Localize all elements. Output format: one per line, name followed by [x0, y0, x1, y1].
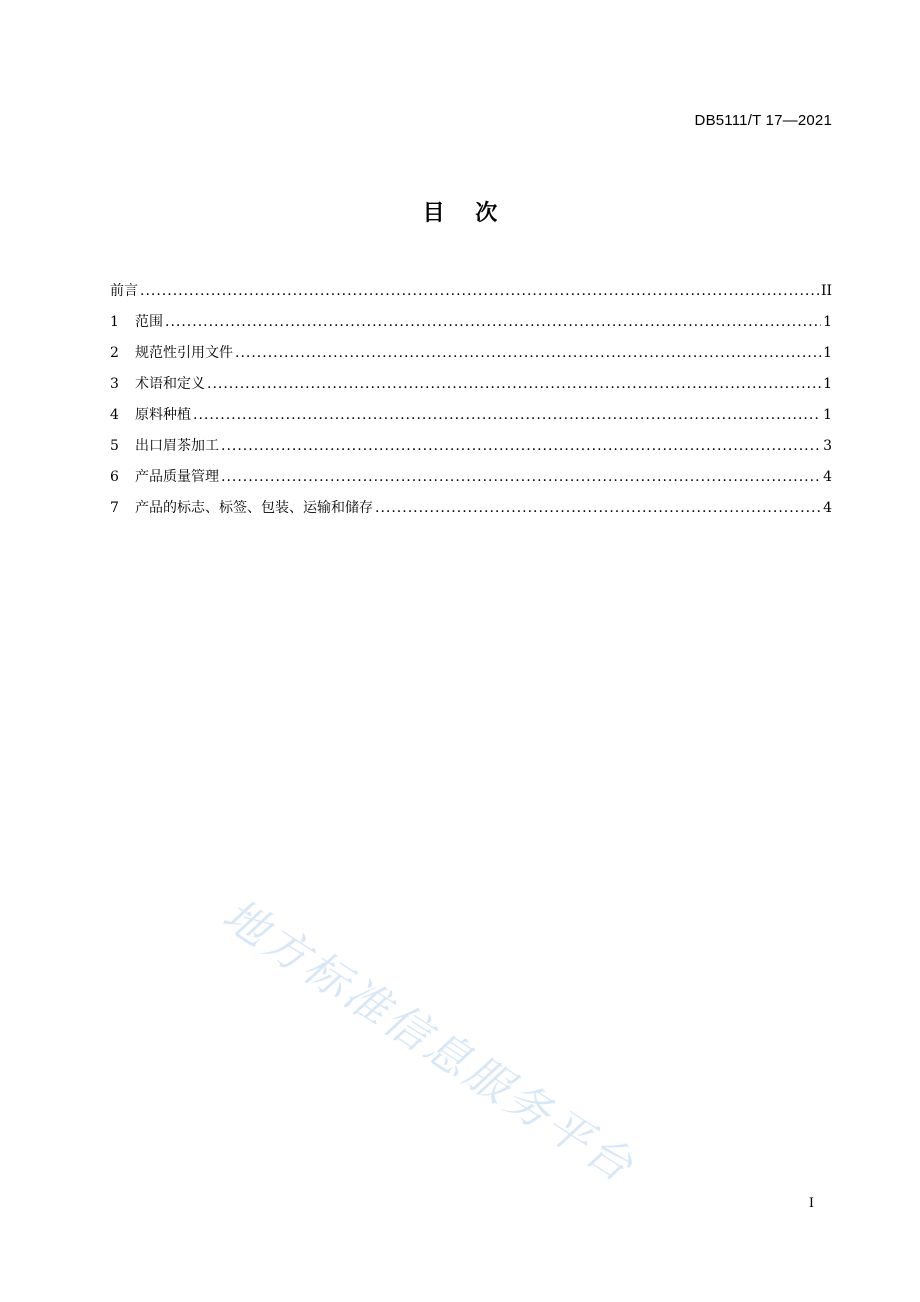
table-of-contents: [110, 281, 832, 529]
page-number: I: [808, 1196, 814, 1211]
document-code: DB5111/T 17—2021: [694, 112, 832, 129]
toc-dot-leader: [165, 312, 821, 332]
toc-entry-number: 1: [110, 314, 119, 330]
toc-entry-page: 1: [823, 314, 832, 330]
toc-entry-number: 2: [110, 345, 119, 361]
toc-entry-scope[interactable]: [110, 312, 832, 343]
toc-entry-raw-material-planting[interactable]: [110, 405, 832, 436]
toc-entry-processing[interactable]: [110, 436, 832, 467]
toc-entry-page: 4: [823, 500, 832, 516]
toc-entry-number: 5: [110, 438, 119, 454]
toc-entry-label: 产品质量管理: [135, 469, 219, 485]
toc-dot-leader: [193, 405, 821, 425]
toc-entry-page: 1: [823, 376, 832, 392]
toc-dot-leader: [235, 343, 821, 363]
toc-entry-label: 规范性引用文件: [135, 345, 233, 361]
toc-entry-number: 4: [110, 407, 119, 423]
toc-dot-leader: [140, 281, 819, 301]
toc-entry-label: 术语和定义: [135, 376, 205, 392]
watermark: 地方标准信息服务平台: [213, 889, 644, 1194]
toc-dot-leader: [375, 498, 821, 518]
toc-entry-page: 4: [823, 469, 832, 485]
toc-entry-foreword[interactable]: [110, 281, 832, 312]
toc-entry-label: 范围: [135, 314, 163, 330]
toc-entry-label: 前言: [110, 283, 138, 299]
toc-entry-normative-references[interactable]: [110, 343, 832, 374]
toc-entry-number: 3: [110, 376, 119, 392]
toc-dot-leader: [207, 374, 821, 394]
toc-entry-label: 出口眉茶加工: [135, 438, 219, 454]
toc-dot-leader: [221, 467, 821, 487]
page-title: 目 次: [422, 201, 498, 226]
toc-entry-page: II: [820, 283, 832, 299]
toc-entry-page: 1: [823, 407, 832, 423]
toc-entry-page: 1: [823, 345, 832, 361]
toc-entry-page: 3: [823, 438, 832, 454]
toc-entry-label: 产品的标志、标签、包装、运输和储存: [135, 500, 373, 516]
toc-dot-leader: [221, 436, 821, 456]
toc-entry-number: 7: [110, 500, 119, 516]
toc-entry-label: 原料种植: [135, 407, 191, 423]
toc-entry-number: 6: [110, 469, 119, 485]
toc-entry-terms-definitions[interactable]: [110, 374, 832, 405]
toc-entry-labeling-packaging[interactable]: [110, 498, 832, 529]
toc-entry-quality-management[interactable]: [110, 467, 832, 498]
